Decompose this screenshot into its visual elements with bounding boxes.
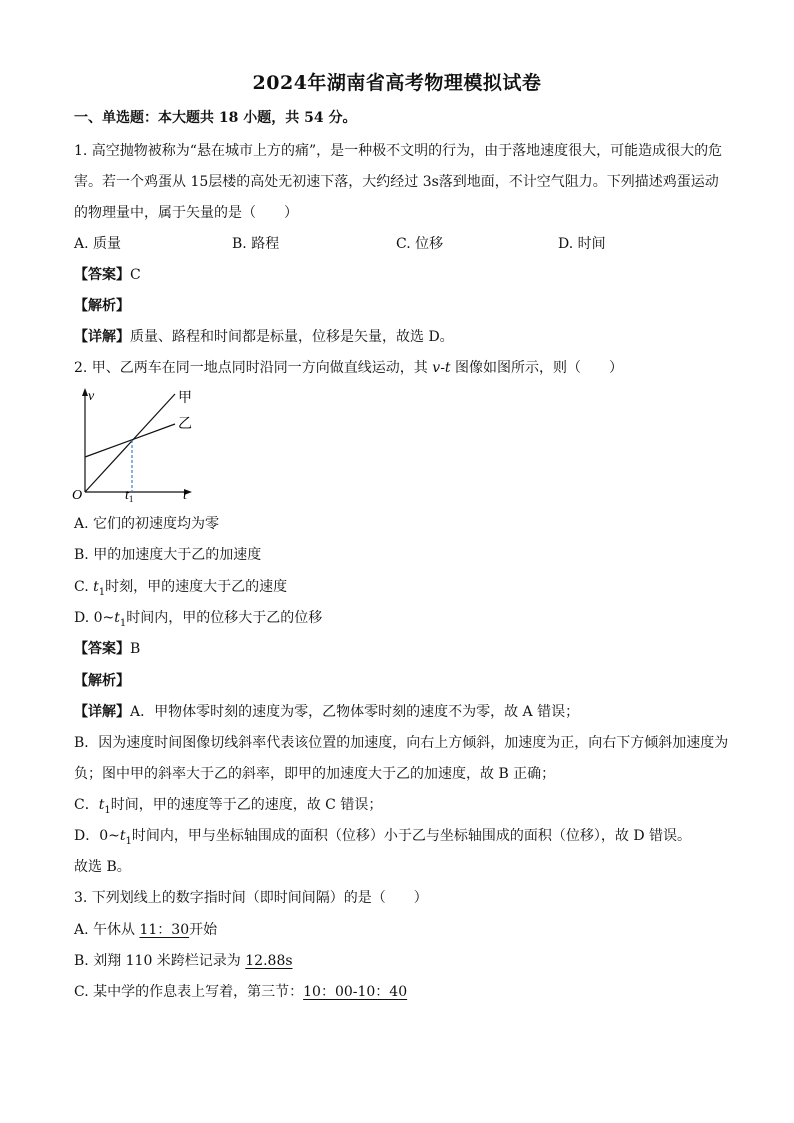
q1-stem-line-3: 的物理量中，属于矢量的是（ ） (74, 205, 298, 221)
answer-tag: 【答案】 (74, 267, 130, 283)
q2-detail-b-line-2: 负；图中甲的斜率大于乙的斜率，即甲的加速度大于乙的加速度，故 B 正确； (74, 766, 556, 782)
q2-detail-c-prefix: C． (74, 797, 99, 813)
q3-option-a-underlined: 11：30 (139, 922, 190, 938)
q3-option-a (74, 920, 217, 940)
q3-option-c (74, 982, 407, 1002)
q2-option-b: B. 甲的加速度大于乙的加速度 (74, 547, 262, 563)
x-axis-label: t (183, 488, 187, 503)
q2-answer (74, 639, 140, 659)
detail-tag: 【详解】 (74, 704, 130, 720)
t1-label-t: t (125, 488, 129, 503)
q2-option-d-prefix: D. 0~ (74, 610, 115, 626)
q2-option-a: A. 它们的初速度均为零 (74, 516, 220, 532)
q1-answer (74, 265, 141, 285)
q3-option-a-prefix: A. 午休从 (74, 922, 140, 938)
answer-value: C (130, 267, 141, 283)
detail-text: 质量、路程和时间都是标量，位移是矢量，故选 D。 (130, 329, 454, 345)
q1-stem-line-1: 1. 高空抛物被称为“悬在城市上方的痛”，是一种极不文明的行为，由于落地速度很大，可能造成很大的危 (74, 143, 723, 159)
q1-option-c: C. 位移 (396, 236, 444, 252)
q2-option-c-sub: 1 (98, 586, 106, 598)
q2-stem-text-a: 2. 甲、乙两车在同一地点同时沿同一方向做直线运动，其 (74, 360, 433, 376)
y-axis-label: v (88, 389, 95, 404)
q2-detail-b-line-1: B．因为速度时间图像切线斜率代表该位置的加速度，向右上方倾斜，加速度为正，向右下方倾斜加速度为 (74, 735, 729, 751)
q2-detail-a (74, 702, 579, 722)
q2-detail-c (74, 795, 382, 821)
q2-detail-c-t: t (98, 797, 105, 813)
q2-stem-text-b: 图像如图所示，则（ ） (450, 360, 624, 376)
q3-option-c-prefix: C. 某中学的作息表上写着，第三节： (74, 984, 304, 1000)
q1-option-d: D. 时间 (558, 236, 606, 252)
origin-label: O (72, 488, 83, 503)
q2-option-c-t: t (93, 579, 99, 595)
q2-option-d-t: t (114, 610, 120, 626)
section-heading: 一、单选题：本大题共 18 小题，共 54 分。 (74, 110, 357, 126)
q2-stem-v: v (432, 360, 441, 376)
q1-option-a: A. 质量 (74, 236, 122, 252)
q2-detail-c-text: 时间，甲的速度等于乙的速度，故 C 错误； (110, 797, 383, 813)
q2-detail-d-prefix: D．0~ (74, 828, 120, 844)
q2-detail-d (74, 826, 691, 852)
q2-conclusion: 故选 B。 (74, 859, 131, 875)
detail-text-a: A．甲物体零时刻的速度为零，乙物体零时刻的速度不为零，故 A 错误； (130, 704, 580, 720)
q3-stem: 3. 下列划线上的数字指时间（即时间间隔）的是（ ） (74, 890, 428, 906)
q3-option-a-suffix: 开始 (189, 922, 218, 938)
page-title: 2024年湖南省高考物理模拟试卷 (252, 72, 542, 94)
line-jia-label: 甲 (178, 391, 192, 406)
q2-detail-d-sub: 1 (125, 835, 132, 847)
t1-label-sub: 1 (128, 494, 134, 504)
q3-option-b-underlined: 12.88s (245, 953, 293, 969)
answer-value: B (130, 641, 141, 657)
q3-option-c-underlined: 10：00-10：40 (303, 984, 408, 1000)
q2-stem-dash: - (440, 360, 445, 376)
q2-detail-d-text: 时间内，甲与坐标轴围成的面积（位移）小于乙与坐标轴围成的面积（位移），故 D 错误。 (131, 828, 692, 844)
q1-detail (74, 327, 454, 347)
answer-tag: 【答案】 (74, 641, 130, 657)
q2-option-d (74, 608, 322, 634)
q2-option-d-text: 时间内，甲的位移大于乙的位移 (126, 610, 323, 626)
q2-option-c-prefix: C. (74, 579, 94, 595)
q2-option-c (74, 577, 287, 603)
q3-option-b (74, 951, 293, 971)
q2-detail-c-sub: 1 (104, 804, 111, 816)
q1-option-b: B. 路程 (232, 236, 280, 252)
q1-stem-line-2: 害。若一个鸡蛋从 15层楼的高处无初速下落，大约经过 3s落到地面，不计空气阻力。下列描述鸡蛋运动 (74, 174, 719, 190)
q2-analysis-tag: 【解析】 (74, 673, 130, 689)
vt-graph (70, 386, 200, 504)
line-yi-label: 乙 (178, 417, 192, 432)
detail-tag: 【详解】 (74, 329, 130, 345)
line-yi (85, 424, 175, 457)
q2-stem-t: t (444, 360, 451, 376)
q2-stem (74, 358, 623, 378)
q3-option-b-prefix: B. 刘翔 110 米跨栏记录为 (74, 953, 246, 969)
line-jia (85, 394, 175, 492)
q2-option-d-sub: 1 (119, 617, 127, 629)
q2-detail-d-t: t (119, 828, 126, 844)
q2-option-c-text: 时刻，甲的速度大于乙的速度 (105, 579, 288, 595)
q1-analysis-tag: 【解析】 (74, 298, 130, 314)
